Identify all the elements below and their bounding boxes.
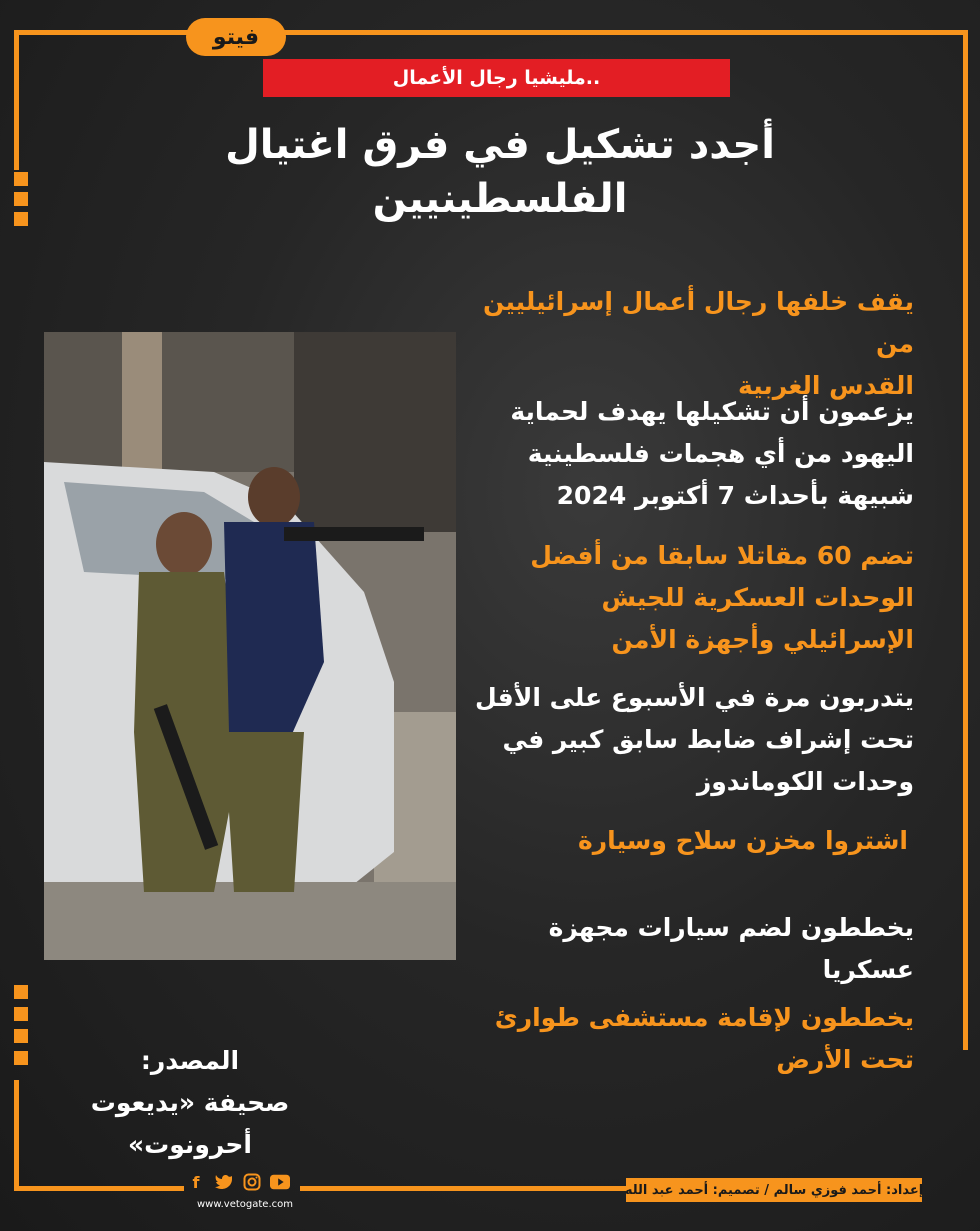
source-label: المصدر: (140, 1046, 240, 1075)
frame-bottom-left-line (14, 1080, 19, 1191)
deco-square (14, 212, 28, 226)
deco-square (14, 985, 28, 999)
point-line: القدس الغربية (738, 371, 914, 400)
website-url[interactable]: www.vetogate.com (197, 1199, 293, 1210)
point-line: يخططون لإقامة مستشفى طوارئ (494, 1003, 914, 1032)
deco-square (14, 172, 28, 186)
title-line: الفلسطينيين (372, 176, 628, 222)
page-title (150, 118, 850, 226)
point-line: يزعمون أن تشكيلها يهدف لحماية (510, 397, 914, 426)
frame-top-right-line (280, 30, 968, 35)
source-line: صحيفة «يديعوت (90, 1088, 290, 1117)
point-line: وحدات الكوماندوز (696, 767, 914, 796)
point-line: شبيهة بأحداث 7 أكتوبر 2024 (556, 481, 914, 510)
social-icons (186, 1172, 290, 1192)
point-line: الوحدات العسكرية للجيش (601, 583, 914, 612)
point-item (474, 281, 914, 407)
source-block (60, 1040, 320, 1166)
point-item (474, 391, 914, 517)
point-line: اليهود من أي هجمات فلسطينية (527, 439, 914, 468)
youtube-icon[interactable] (270, 1172, 290, 1192)
frame-top-line (14, 30, 194, 35)
point-line: الإسرائيلي وأجهزة الأمن (611, 625, 914, 654)
banner-text: مليشيا رجال الأعمال.. (392, 67, 601, 89)
point-line: اشتروا مخزن سلاح وسيارة (578, 826, 908, 855)
point-item (474, 535, 914, 661)
frame-left-line (14, 30, 19, 170)
deco-square (14, 1029, 28, 1043)
credits-text: إعداد: أحمد فوزي سالم / تصميم: أحمد عبد الله (624, 1182, 924, 1198)
news-photo (44, 332, 456, 960)
point-item (474, 677, 914, 803)
point-line: يخططون لضم سيارات مجهزة عسكريا (548, 913, 914, 984)
deco-square (14, 1007, 28, 1021)
point-line: يتدربون مرة في الأسبوع على الأقل (475, 683, 914, 712)
instagram-icon[interactable] (242, 1172, 262, 1192)
point-item (474, 997, 914, 1081)
headline-banner (263, 59, 730, 97)
frame-right-line (963, 30, 968, 1050)
point-line: تحت الأرض (776, 1045, 914, 1074)
deco-square (14, 192, 28, 206)
point-item (474, 907, 914, 991)
point-item (468, 820, 908, 862)
brand-logo (186, 18, 286, 56)
point-line: يقف خلفها رجال أعمال إسرائيليين من (482, 287, 914, 358)
frame-bottom-mid-line (300, 1186, 626, 1191)
title-line: أجدد تشكيل في فرق اغتيال (225, 122, 775, 168)
point-line: تحت إشراف ضابط سابق كبير في (502, 725, 914, 754)
point-line: تضم 60 مقاتلا سابقا من أفضل (530, 541, 914, 570)
frame-bottom-line (14, 1186, 184, 1191)
logo-text: فيتو (212, 24, 260, 50)
twitter-icon[interactable] (214, 1172, 234, 1192)
source-line: أحرونوت» (127, 1130, 252, 1159)
facebook-icon[interactable]: f (192, 1172, 200, 1192)
credits-bar (626, 1178, 922, 1202)
deco-square (14, 1051, 28, 1065)
